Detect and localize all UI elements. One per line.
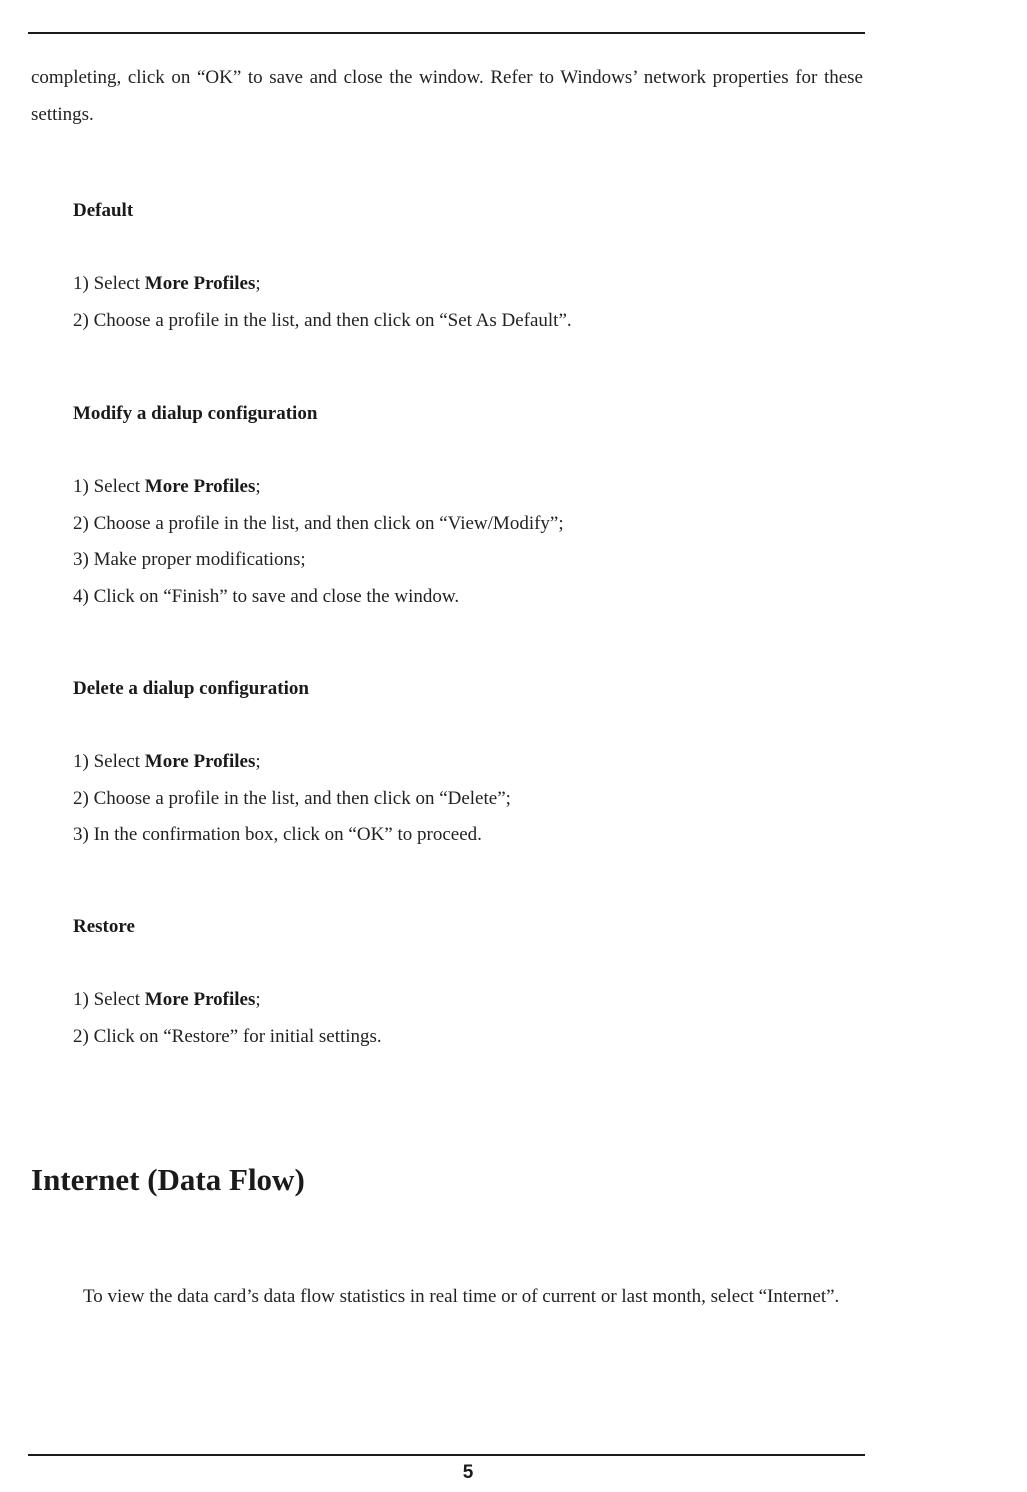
section-title-default: Default [73, 200, 134, 221]
step-item: 4) Click on “Finish” to save and close the window. [73, 585, 460, 607]
step-text: 1) Select [73, 273, 145, 294]
step-item: 2) Choose a profile in the list, and then click on “View/Modify”; [73, 512, 564, 534]
section-title-modify: Modify a dialup configuration [73, 403, 318, 424]
step-text: 1) Select [73, 751, 145, 772]
steps-list-delete [73, 744, 863, 854]
internet-heading: Internet (Data Flow) [31, 1162, 305, 1197]
step-text: 1) Select [73, 476, 145, 497]
section-title-restore: Restore [73, 916, 135, 937]
internet-paragraph: To view the data card’s data flow statistics in real time or of current or last month, select “Internet”. [83, 1286, 840, 1307]
step-item: 2) Choose a profile in the list, and then click on “Set As Default”. [73, 309, 572, 331]
step-text: 1) Select [73, 989, 145, 1010]
step-text: ; [255, 989, 261, 1010]
step-text: ; [255, 476, 261, 497]
step-item: 3) In the confirmation box, click on “OK” to proceed. [73, 824, 482, 845]
steps-list-default [73, 266, 863, 339]
step-item: 3) Make proper modifications; [73, 549, 306, 570]
section-modify [73, 402, 863, 615]
step-text: ; [255, 273, 261, 294]
step-text: ; [255, 751, 261, 772]
section-title-delete: Delete a dialup configuration [73, 678, 309, 699]
section-default [73, 199, 863, 339]
steps-list-modify [73, 469, 863, 615]
step-emphasis: More Profiles [144, 273, 256, 294]
step-item: 2) Choose a profile in the list, and then click on “Delete”; [73, 787, 511, 809]
step-item [73, 744, 863, 781]
page-number: 5 [462, 1462, 474, 1483]
section-restore [73, 915, 863, 1055]
step-emphasis: More Profiles [144, 989, 256, 1010]
step-item [73, 982, 863, 1019]
step-item [73, 469, 863, 506]
intro-paragraph: completing, click on “OK” to save and close the window. Refer to Windows’ network properties for these settings. [31, 67, 863, 125]
step-item [73, 266, 863, 303]
section-delete [73, 677, 863, 854]
step-emphasis: More Profiles [144, 751, 256, 772]
step-emphasis: More Profiles [144, 476, 256, 497]
steps-list-restore [73, 982, 863, 1055]
step-item: 2) Click on “Restore” for initial settings. [73, 1025, 382, 1047]
footer-rule [28, 1454, 865, 1456]
header-rule [28, 32, 865, 34]
